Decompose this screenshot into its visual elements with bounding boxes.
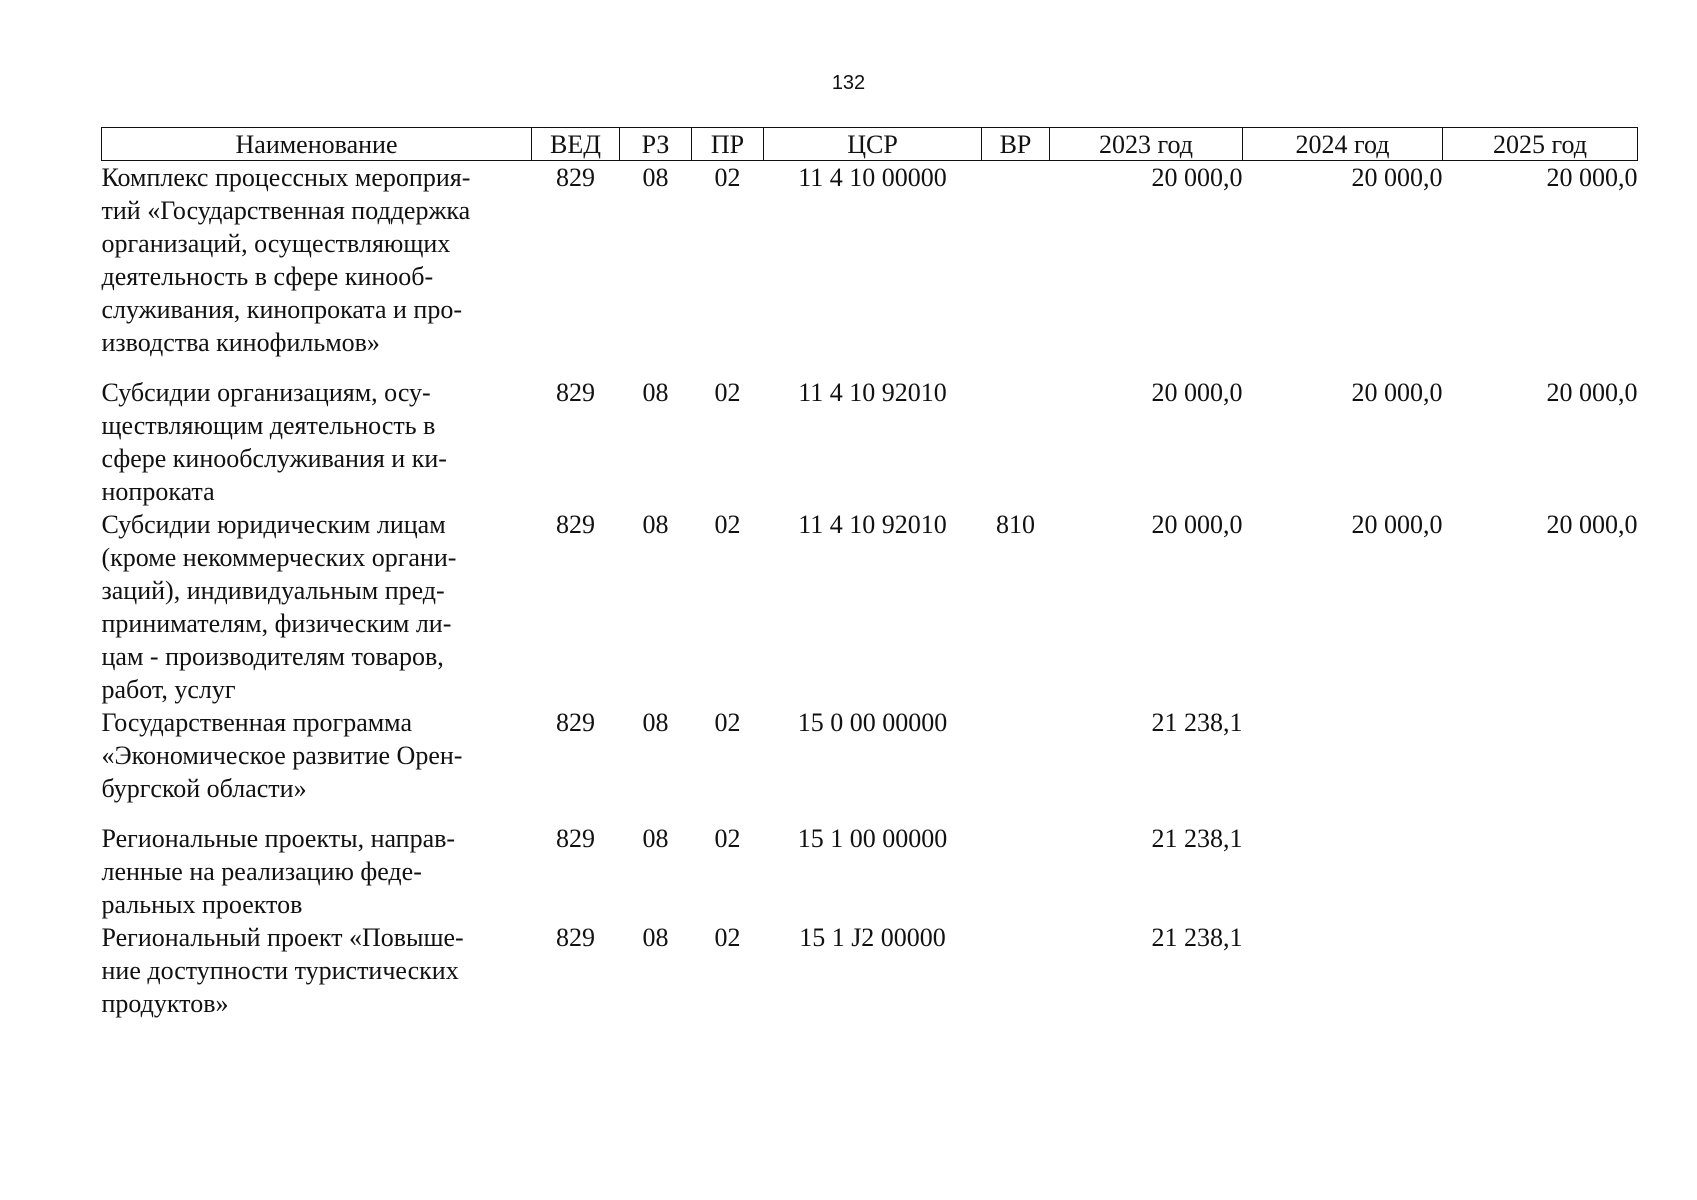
- row-name-line: сфере кинообслуживания и ки-: [101, 444, 447, 473]
- ved-cell: 829: [556, 163, 595, 192]
- csr-cell: 15 1 00 00000: [797, 824, 948, 853]
- header-ved: ВЕД: [532, 128, 620, 161]
- row-name-line: организаций, осуществляющих: [101, 229, 451, 258]
- amount-2024-cell: 20 000,0: [1351, 378, 1443, 407]
- rz-cell: 08: [642, 510, 669, 539]
- rz-cell: 08: [642, 824, 669, 853]
- page-number: 132: [831, 72, 866, 94]
- row-spacer: [102, 359, 1638, 376]
- amount-2023-cell: 21 238,1: [1151, 708, 1243, 737]
- row-name-cell: [102, 161, 532, 360]
- row-spacer: [102, 805, 1638, 822]
- pr-cell: 02: [714, 510, 741, 539]
- budget-table: [101, 127, 1638, 1020]
- ved-cell: 829: [556, 824, 595, 853]
- header-pr: ПР: [692, 128, 764, 161]
- amount-2025-cell: 20 000,0: [1546, 510, 1638, 539]
- vr-cell: 810: [996, 510, 1035, 539]
- table-row: [102, 921, 1638, 1020]
- amount-2023-cell: 20 000,0: [1151, 510, 1243, 539]
- pr-cell: 02: [714, 708, 741, 737]
- amount-2025-cell: [1443, 921, 1638, 1020]
- row-spacer-cell: [102, 359, 1638, 376]
- csr-cell: 15 1 J2 00000: [799, 923, 946, 952]
- vr-cell: [982, 376, 1050, 508]
- header-vr: ВР: [982, 128, 1050, 161]
- header-2024: 2024 год: [1243, 128, 1443, 161]
- csr-cell: 15 0 00 00000: [797, 708, 948, 737]
- row-name-line: принимателям, физическим ли-: [101, 609, 452, 638]
- row-spacer-cell: [102, 805, 1638, 822]
- header-csr: ЦСР: [764, 128, 982, 161]
- header-name: Наименование: [102, 128, 532, 161]
- amount-2024-cell: 20 000,0: [1351, 163, 1443, 192]
- csr-cell: 11 4 10 92010: [798, 378, 947, 407]
- amount-2024-cell: 20 000,0: [1351, 510, 1443, 539]
- row-name-line: ленные на реализацию феде-: [101, 857, 422, 886]
- vr-cell: [982, 822, 1050, 921]
- table-row: [102, 376, 1638, 508]
- amount-2025-cell: 20 000,0: [1546, 163, 1638, 192]
- row-name-line: служивания, кинопроката и про-: [101, 295, 462, 324]
- row-name-line: изводства кинофильмов»: [101, 328, 380, 357]
- row-name-line: Субсидии юридическим лицам: [101, 510, 446, 539]
- vr-cell: [982, 161, 1050, 360]
- amount-2023-cell: 20 000,0: [1151, 378, 1243, 407]
- amount-2025-cell: 20 000,0: [1546, 378, 1638, 407]
- row-name-cell: [102, 921, 532, 1020]
- amount-2025-cell: [1443, 706, 1638, 805]
- vr-cell: [982, 706, 1050, 805]
- ved-cell: 829: [556, 510, 595, 539]
- row-name-line: «Экономическое развитие Орен-: [101, 741, 463, 770]
- table-body: [102, 161, 1638, 1021]
- table-row: [102, 508, 1638, 706]
- row-name-line: продуктов»: [101, 989, 229, 1018]
- amount-2025-cell: [1443, 822, 1638, 921]
- row-name-line: Региональный проект «Повыше-: [101, 923, 464, 952]
- row-name-line: заций), индивидуальным пред-: [101, 576, 445, 605]
- row-name-cell: [102, 822, 532, 921]
- row-name-line: ральных проектов: [101, 890, 303, 919]
- csr-cell: 11 4 10 00000: [798, 163, 947, 192]
- pr-cell: 02: [714, 163, 741, 192]
- amount-2023-cell: 20 000,0: [1151, 163, 1243, 192]
- row-name-cell: [102, 508, 532, 706]
- amount-2024-cell: [1243, 921, 1443, 1020]
- row-name-line: Комплекс процессных мероприя-: [101, 163, 471, 192]
- row-name-line: бургской области»: [101, 774, 307, 803]
- pr-cell: 02: [714, 824, 741, 853]
- vr-cell: [982, 921, 1050, 1020]
- row-name-line: Государственная программа: [101, 708, 413, 737]
- row-name-line: Субсидии организациям, осу-: [101, 378, 431, 407]
- row-name-line: нопроката: [101, 477, 215, 506]
- amount-2024-cell: [1243, 706, 1443, 805]
- table-row: [102, 161, 1638, 360]
- row-name-cell: [102, 706, 532, 805]
- rz-cell: 08: [642, 708, 669, 737]
- row-name-cell: [102, 376, 532, 508]
- row-name-line: Региональные проекты, направ-: [101, 824, 456, 853]
- table-row: [102, 706, 1638, 805]
- row-name-line: (кроме некоммерческих органи-: [101, 543, 457, 572]
- header-rz: РЗ: [620, 128, 692, 161]
- row-name-line: ние доступности туристических: [101, 956, 459, 985]
- row-name-line: тий «Государственная поддержка: [101, 196, 471, 225]
- amount-2024-cell: [1243, 822, 1443, 921]
- pr-cell: 02: [714, 378, 741, 407]
- pr-cell: 02: [714, 923, 741, 952]
- ved-cell: 829: [556, 378, 595, 407]
- table-row: [102, 822, 1638, 921]
- row-name-line: ществляющим деятельность в: [101, 411, 436, 440]
- amount-2023-cell: 21 238,1: [1151, 923, 1243, 952]
- csr-cell: 11 4 10 92010: [798, 510, 947, 539]
- ved-cell: 829: [556, 708, 595, 737]
- header-2023: 2023 год: [1050, 128, 1243, 161]
- amount-2023-cell: 21 238,1: [1151, 824, 1243, 853]
- row-name-line: цам - производителям товаров,: [101, 642, 444, 671]
- row-name-line: деятельность в сфере кинооб-: [101, 262, 434, 291]
- rz-cell: 08: [642, 378, 669, 407]
- table-header-row: [102, 128, 1638, 161]
- rz-cell: 08: [642, 923, 669, 952]
- row-name-line: работ, услуг: [101, 675, 236, 704]
- ved-cell: 829: [556, 923, 595, 952]
- header-2025: 2025 год: [1443, 128, 1638, 161]
- rz-cell: 08: [642, 163, 669, 192]
